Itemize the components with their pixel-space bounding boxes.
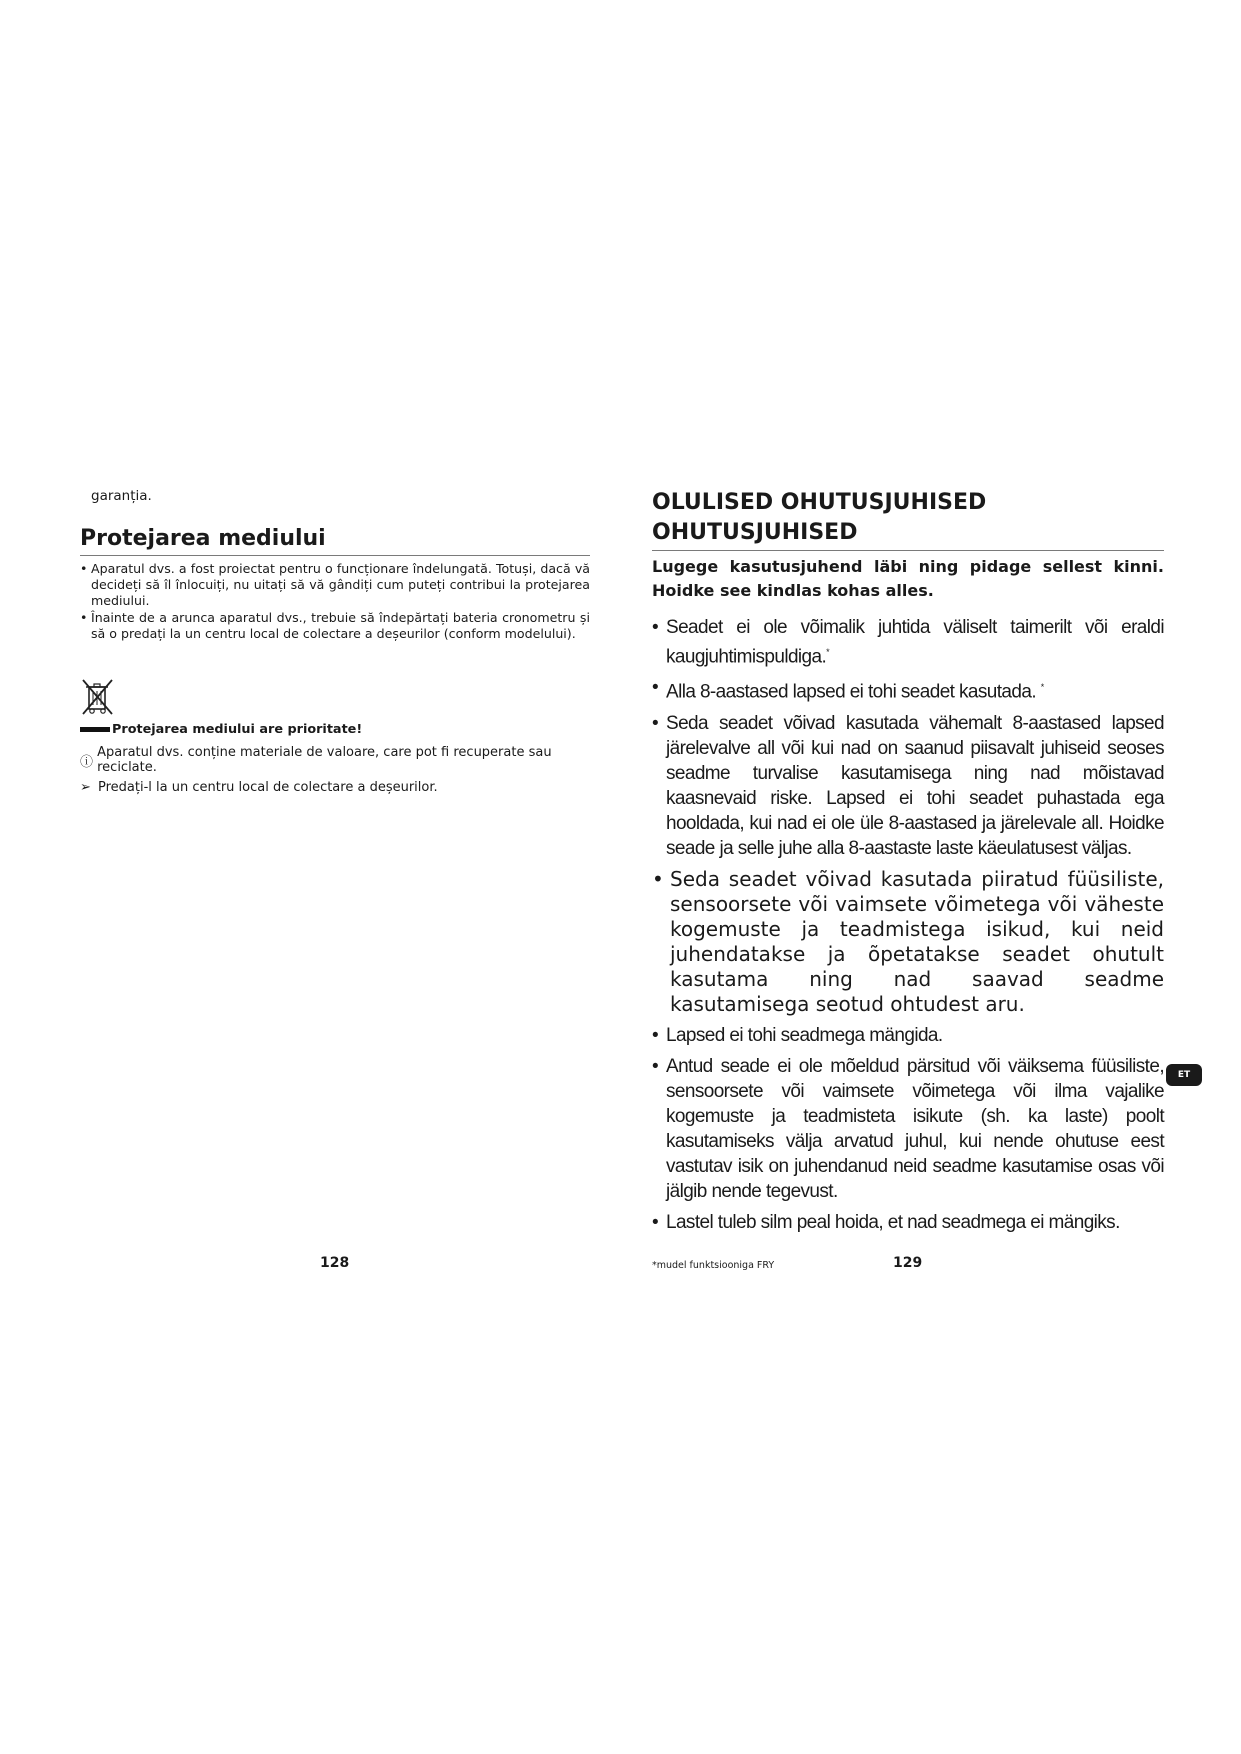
info-line <box>80 780 590 795</box>
info-circle-icon: ⓘ <box>80 754 94 770</box>
priority-note <box>80 722 590 737</box>
page-number-right: 129 <box>893 1255 923 1271</box>
info-line <box>80 745 590 775</box>
list-item: • Seda seadet võivad kasutada vähemalt 8-aastased lapsed järelevalve all või kui nad on saanud piisavalt juhiseid seoses seadme turvalise kasutamisega ning nad mõistavad kaasnevaid riske. Lapsed ei tohi seadet puhastada ega hooldada, kui nad ei ole üle 8-aastased ja järelevale all. Hoidke seade ja selle juhe alla 8-aastaste laste käeulatusest väljas. <box>652 711 1164 861</box>
list-item: • Antud seade ei ole mõeldud pärsitud või väiksema füüsiliste, sensoorsete või vaimsete võimetega või ilma vajalike kogemuste ja teadmisteta isikute (sh. ka laste) poolt kasutamiseks välja arvatud juhul, kui nende ohutuse eest vastutav isik on juhendanud neid seadme kasutamise osas või jälgib nende tegevust. <box>652 1054 1164 1204</box>
title-line-1: OLULISED OHUTUSJUHISED <box>652 490 987 515</box>
priority-bar <box>80 727 110 732</box>
left-page <box>80 488 590 800</box>
list-item: • Înainte de a arunca aparatul dvs., trebuie să îndepărtați bateria cronometru și să o predați la un centru local de colectare a deșeurilor (conform modelului). <box>80 610 590 642</box>
continuation-text: garanția. <box>91 488 152 504</box>
environment-list <box>80 561 590 642</box>
intro-text: Lugege kasutusjuhend läbi ning pidage sellest kinni. Hoidke see kindlas kohas alles. <box>652 557 1164 600</box>
footnote-mark: * <box>1040 682 1044 693</box>
info-text: Aparatul dvs. conține materiale de valoare, care pot fi recuperate sau reciclate. <box>97 745 552 775</box>
weee-bin-icon <box>80 678 590 716</box>
list-item: • Alla 8-aastased lapsed ei tohi seadet kasutada. * <box>652 675 1164 704</box>
priority-text: Protejarea mediului are prioritate! <box>112 722 363 737</box>
section-title: Protejarea mediului <box>80 526 590 556</box>
list-item: • Seda seadet võivad kasutada piiratud füüsiliste, sensoorsete või vaimsete võimetega või väheste kogemuste ja teadmistega isikud, kui neid juhendatakse ja õpetatakse seadet ohutult kasutama ning nad saavad seadme kasutamisega seotud ohtudest aru. <box>652 867 1164 1017</box>
list-item: • Lastel tuleb silm peal hoida, et nad seadmega ei mängiks. <box>652 1210 1164 1235</box>
title-line-2: OHUTUSJUHISED <box>652 520 858 545</box>
page-number-left: 128 <box>320 1255 350 1271</box>
arrow-right-icon: ➢ <box>80 780 91 795</box>
list-item: • Lapsed ei tohi seadmega mängida. <box>652 1023 1164 1048</box>
footnote: *mudel funktsiooniga FRY <box>652 1260 775 1271</box>
page-title <box>652 488 1164 551</box>
safety-list <box>652 615 1164 1235</box>
list-item: • Seadet ei ole võimalik juhtida väliselt taimerilt või eraldi kaugjuhtimispuldiga.* <box>652 615 1164 669</box>
list-item: • Aparatul dvs. a fost proiectat pentru o funcționare îndelungată. Totuși, dacă vă decideți să îl înlocuiți, nu uitați să vă gândiți cum puteți contribui la protejarea mediului. <box>80 561 590 609</box>
language-tab: ET <box>1166 1064 1202 1086</box>
info-text: Predați-l la un centru local de colectare a deșeurilor. <box>98 780 438 795</box>
footnote-mark: * <box>826 647 830 657</box>
right-page <box>652 488 1164 1241</box>
